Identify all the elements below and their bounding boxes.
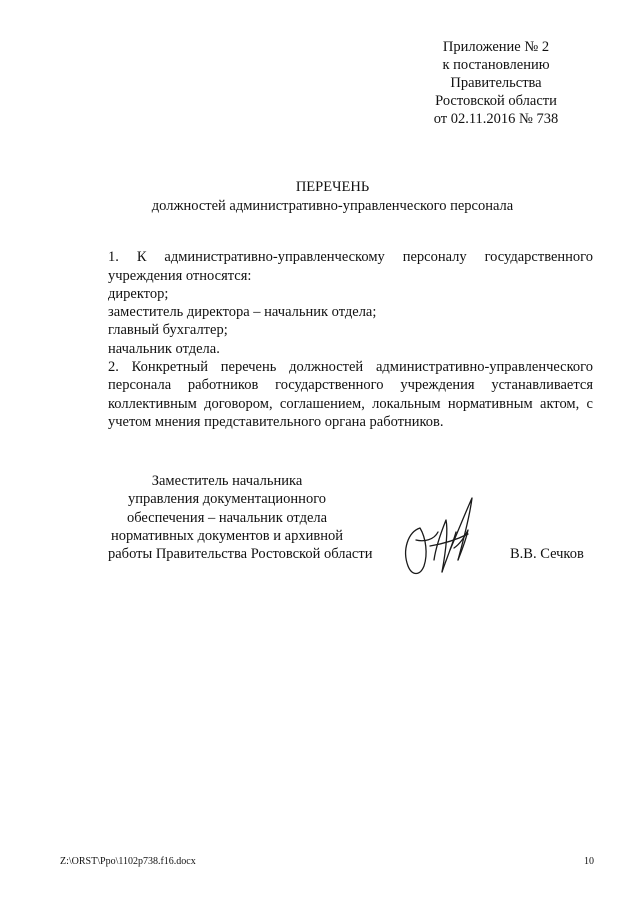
appendix-line: Ростовской области	[435, 93, 557, 109]
list-item: начальник отдела.	[108, 340, 220, 357]
document-subtitle: должностей административно-управленческого персонала	[151, 198, 514, 214]
footer-file-path: Z:\ORST\Ppo\1102p738.f16.docx	[60, 856, 196, 867]
signer-line: нормативных документов и архивной	[111, 527, 343, 544]
document-body	[108, 230, 593, 431]
paragraph-1-text: 1. К административно-управленческому персоналу государственного учреждения относятся:	[108, 249, 593, 284]
appendix-header	[418, 38, 574, 128]
document-title: ПЕРЕЧЕНЬ	[295, 179, 370, 195]
signer-name: В.В. Сечков	[510, 546, 584, 562]
signer-line: обеспечения – начальник отдела	[126, 509, 328, 526]
page-number: 10	[584, 856, 594, 867]
appendix-line: Правительства	[450, 75, 542, 91]
handwritten-signature	[390, 480, 490, 585]
list-item: главный бухгалтер;	[108, 322, 228, 339]
paragraph-2: 2. Конкретный перечень должностей административно-управленческого персонала работников государственного учреждения устанавливается коллективным договором, соглашением, локальным нормативным актом, с учетом мнения представительного органа работников.	[108, 359, 593, 430]
appendix-line: Приложение № 2	[442, 39, 550, 55]
paragraph-1	[108, 230, 593, 285]
list-item: директор;	[108, 285, 169, 302]
signer-position	[108, 472, 373, 563]
signer-line: Заместитель начальника	[151, 473, 303, 489]
appendix-line: от 02.11.2016 № 738	[433, 111, 559, 127]
list-item: заместитель директора – начальник отдела;	[108, 304, 377, 321]
signer-line: управления документационного	[127, 491, 327, 508]
signer-line: работы Правительства Ростовской области	[108, 546, 373, 563]
appendix-line: к постановлению	[442, 57, 550, 73]
